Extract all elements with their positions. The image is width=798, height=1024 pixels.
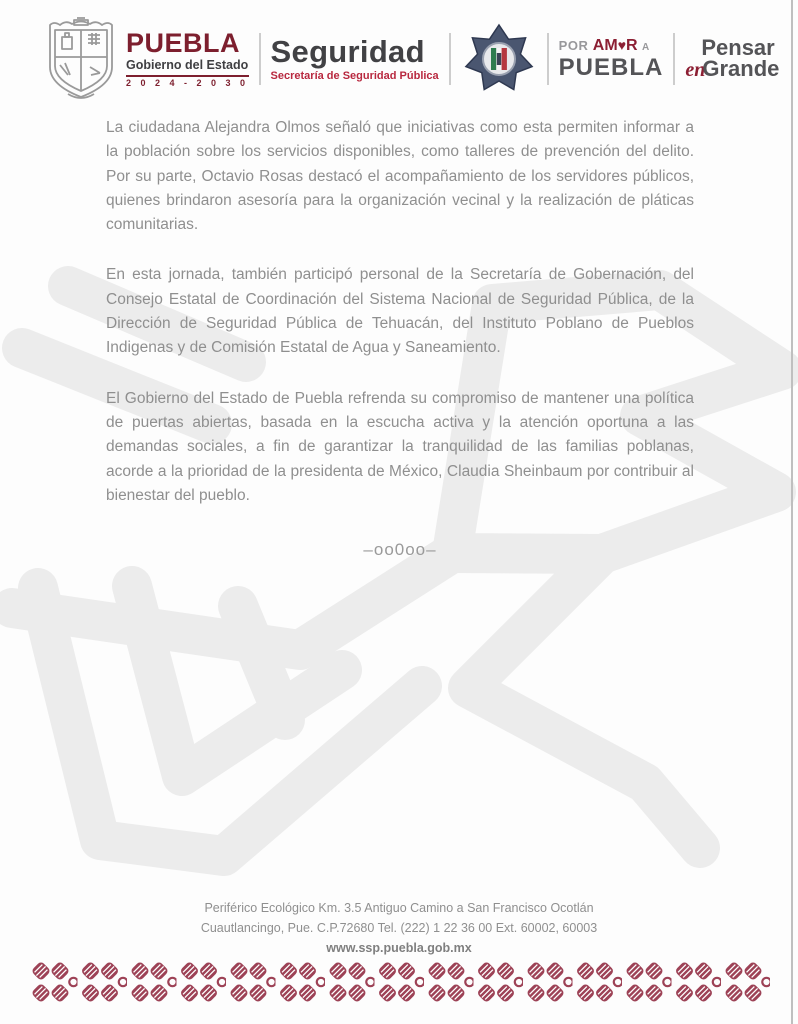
header-divider	[547, 33, 549, 85]
seguridad-logo	[271, 36, 439, 82]
pensar-line2	[685, 55, 780, 81]
puebla-logo-period: 2 0 2 4 - 2 0 3 0	[126, 77, 249, 88]
header-divider	[259, 33, 261, 85]
por-amor-line1	[559, 38, 664, 54]
por-amor-a: A	[642, 42, 650, 53]
talavera-border-pattern	[28, 956, 770, 1008]
por-amor-por: POR	[558, 38, 589, 53]
por-amor-puebla: PUEBLA	[558, 54, 664, 81]
paragraph-2: En esta jornada, también participó personal de la Secretaría de Gobernación, del Consejo Estatal de Coordinación del Sistema Nacional de Seguridad Pública, de la Dirección de Seguridad Pública de Tehuacán, del Instituto Poblano de Pueblos Indigenas y de Comisión Estatal de Agua y Saneamiento.	[106, 266, 694, 357]
footer-address-line2: Cuautlancingo, Pue. C.P.72680 Tel. (222) 1 22 36 00 Ext. 60002, 60003	[200, 921, 598, 935]
scan-page-edge	[791, 0, 793, 1024]
puebla-gobierno-logo	[126, 30, 249, 88]
heart-icon: ♥	[617, 37, 626, 53]
puebla-logo-name: PUEBLA	[126, 28, 241, 59]
police-star-badge-icon	[463, 21, 535, 97]
por-amor-r: R	[626, 37, 638, 54]
puebla-logo-rule	[126, 75, 249, 77]
por-amor-am: AM	[592, 37, 618, 54]
press-release-body	[106, 116, 694, 562]
pensar-grande-word: Grande	[702, 55, 780, 81]
seguridad-logo-name: Seguridad	[270, 34, 425, 69]
seguridad-logo-subtitle: Secretaría de Seguridad Pública	[270, 70, 439, 82]
pensar-word: Pensar	[701, 35, 775, 61]
header-divider	[449, 33, 451, 85]
letterhead	[44, 12, 780, 106]
footer-website: www.ssp.puebla.gob.mx	[326, 941, 472, 955]
footer-contact-block	[0, 898, 798, 958]
paragraph-1: La ciudadana Alejandra Olmos señaló que iniciativas como esta permiten informar a la población sobre los servicios disponibles, como talleres de prevención del delito. Por su parte, Octavio Rosas destacó el acompañamiento de los servidores públicos, quienes brindaron asesoría para la organización vecinal y la realización de pláticas comunitarias.	[106, 119, 694, 234]
puebla-coat-of-arms-icon	[44, 17, 118, 101]
end-of-release-separator: –oo0oo–	[363, 540, 437, 560]
footer-address-line1: Periférico Ecológico Km. 3.5 Antiguo Camino a San Francisco Ocotlán	[204, 901, 594, 915]
puebla-logo-subtitle: Gobierno del Estado	[126, 58, 249, 73]
paragraph-3: El Gobierno del Estado de Puebla refrenda su compromiso de mantener una política de puertas abiertas, basada en la escucha activa y la atención oportuna a las demandas sociales, a fin de garantizar la tranquilidad de las familias poblanas, acorde a la prioridad de la presidenta de México, Claudia Sheinbaum por contribuir al bienestar del pueblo.	[106, 389, 694, 504]
pensar-en-word: en	[685, 58, 706, 81]
por-amor-a-puebla-logo	[559, 38, 664, 80]
header-divider	[673, 33, 675, 85]
pensar-en-grande-logo	[685, 35, 780, 81]
